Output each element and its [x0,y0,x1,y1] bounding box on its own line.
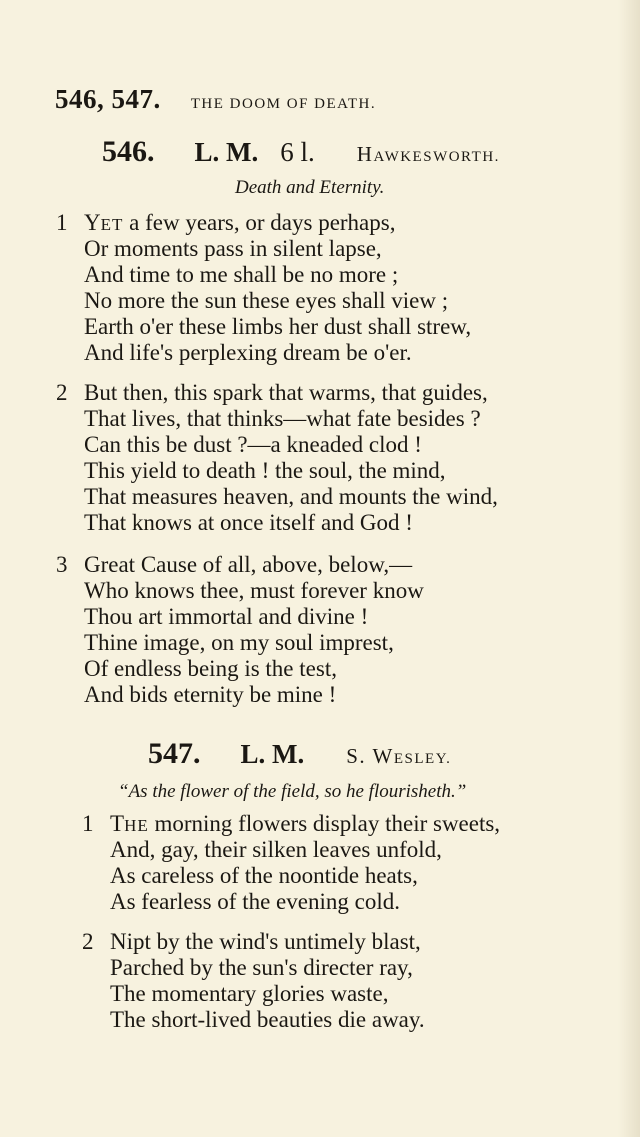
hymn-meter: L. M. [194,137,259,167]
hymn-546-stanza-3 [56,552,424,708]
hymn-547-subtitle: “As the flower of the field, so he flourisheth.” [118,781,467,802]
stanza-line: And, gay, their silken leaves unfold, [110,837,442,862]
stanza-number: 1 [56,210,68,235]
running-head-title: THE DOOM OF DEATH. [190,96,377,112]
hymn-meter-suffix: 6 l. [280,137,315,167]
stanza-line: Who knows thee, must forever know [84,578,424,603]
stanza-number: 2 [82,929,94,954]
stanza-line: Parched by the sun's directer ray, [110,955,413,980]
stanza-line: Can this be dust ?—a kneaded clod ! [84,432,422,457]
hymn-number: 546. [102,135,155,168]
hymn-author: HAWKESWORTH. [356,142,500,166]
stanza-line: The short-lived beauties die away. [110,1007,425,1032]
stanza-line: 2 Nipt by the wind's untimely blast, [82,929,421,954]
hymn-546-heading [102,135,500,169]
stanza-line: Thou art immortal and divine ! [84,604,369,629]
hymn-547-heading [148,737,451,771]
stanza-line: Or moments pass in silent lapse, [84,236,382,261]
page-edge-shadow [618,0,640,1137]
hymn-author: S. WESLEY. [346,744,452,768]
stanza-line: 2 But then, this spark that warms, that guides, [56,380,488,405]
hymn-546-stanza-1 [56,210,472,366]
hymn-meter: L. M. [240,739,305,769]
stanza-line: Thine image, on my soul imprest, [84,630,394,655]
stanza-line: Earth o'er these limbs her dust shall strew, [84,314,472,339]
running-head [55,84,376,115]
stanza-line: No more the sun these eyes shall view ; [84,288,449,313]
stanza-number: 2 [56,380,68,405]
stanza-line: That knows at once itself and God ! [84,510,413,535]
stanza-number: 3 [56,552,68,577]
stanza-line: 3 Great Cause of all, above, below,— [56,552,413,577]
hymn-number: 547. [148,737,201,770]
stanza-line: The momentary glories waste, [110,981,389,1006]
hymn-546-subtitle: Death and Eternity. [235,177,385,198]
stanza-line: As careless of the noontide heats, [110,863,418,888]
stanza-line: Of endless being is the test, [84,656,337,681]
hymn-546-stanza-2 [56,380,498,536]
hymn-547-stanza-1 [82,811,501,915]
stanza-line: 1 THE morning flowers display their sweets, [82,811,501,836]
stanza-line: As fearless of the evening cold. [110,889,400,914]
stanza-line: That measures heaven, and mounts the wind, [84,484,498,509]
stanza-line: And time to me shall be no more ; [84,262,399,287]
stanza-line: 1 YET a few years, or days perhaps, [56,210,396,235]
running-head-numbers: 546, 547. [55,84,161,114]
stanza-line: And bids eternity be mine ! [84,682,337,707]
stanza-line: This yield to death ! the soul, the mind, [84,458,446,483]
stanza-line: And life's perplexing dream be o'er. [84,340,412,365]
stanza-line: That lives, that thinks—what fate besides ? [84,406,481,431]
stanza-number: 1 [82,811,94,836]
hymn-547-stanza-2 [82,929,425,1033]
